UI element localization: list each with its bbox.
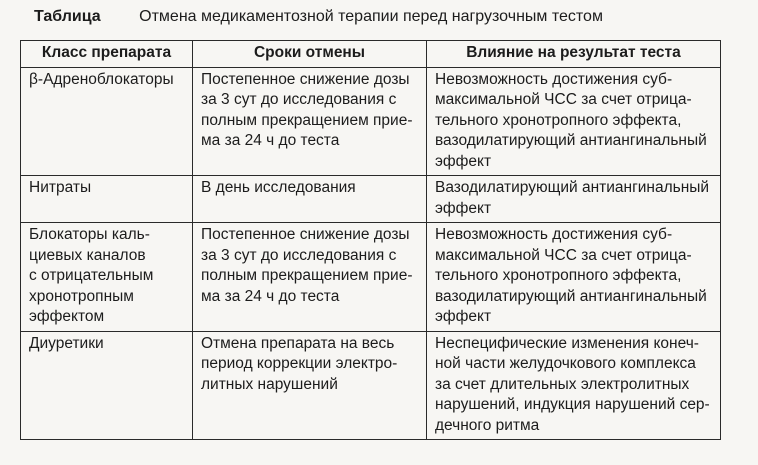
- cell-text-line: циевых каналов: [29, 246, 146, 264]
- table-row: [21, 331, 721, 440]
- cell-text-line: вазодилатирующий антиангинальный: [435, 132, 707, 149]
- cell-effect: [427, 223, 721, 332]
- cell-text-line: Неспецифические изменения конеч-: [435, 334, 699, 352]
- cell-drug-class: [21, 223, 193, 332]
- cell-effect: [427, 331, 721, 440]
- cell-text-line: Нитраты: [29, 179, 92, 196]
- cell-text-line: нарушений, индукция нарушений сер-: [435, 396, 710, 413]
- cell-text-line: эффект: [435, 152, 492, 170]
- cell-text-line: Невозможность достижения суб-: [435, 70, 673, 88]
- cell-text-line: ма за 24 ч до теста: [201, 132, 340, 149]
- cell-drug-class: [21, 331, 193, 440]
- cell-text-line: тельного хронотропного эффекта,: [435, 111, 682, 129]
- cell-timing: [193, 331, 427, 440]
- cell-text-line: дечного ритма: [435, 416, 540, 434]
- cell-effect: [427, 176, 721, 223]
- cell-effect: [427, 67, 721, 176]
- header-effect: Влияние на результат теста: [427, 41, 721, 68]
- cell-timing: [193, 176, 427, 223]
- cell-text-line: ной части желудочкового комплекса: [435, 355, 696, 372]
- cell-text-line: Постепенное снижение дозы: [201, 70, 410, 88]
- table-row: [21, 223, 721, 332]
- table-header-row: [21, 41, 721, 68]
- cell-text-line: эффект: [435, 308, 492, 325]
- cell-text-line: за 3 сут до исследования с: [201, 246, 397, 264]
- cell-text-line: В день исследования: [201, 179, 356, 196]
- cell-text-line: β-Адреноблокаторы: [29, 70, 174, 88]
- cell-drug-class: [21, 176, 193, 223]
- cell-text-line: максимальной ЧСС за счет отрица-: [435, 91, 692, 108]
- cell-text-line: полным прекращением прие-: [201, 267, 413, 284]
- cell-text-line: полным прекращением прие-: [201, 111, 413, 129]
- cell-text-line: Невозможность достижения суб-: [435, 226, 673, 243]
- cell-text-line: хронотропным: [29, 287, 134, 305]
- cell-text-line: тельного хронотропного эффекта,: [435, 267, 682, 284]
- cell-text-line: ма за 24 ч до теста: [201, 287, 340, 305]
- cell-text-line: эффект: [435, 199, 492, 217]
- cell-text-line: за счет длительных электролитных: [435, 375, 690, 393]
- cell-drug-class: [21, 67, 193, 176]
- cell-text-line: Блокаторы каль-: [29, 226, 150, 243]
- table-row: [21, 176, 721, 223]
- header-drug-class: Класс препарата: [21, 41, 193, 68]
- cell-timing: [193, 223, 427, 332]
- header-timing: Сроки отмены: [193, 41, 427, 68]
- caption-title: Отмена медикаментозной терапии перед нагрузочным тестом: [139, 8, 603, 25]
- cell-text-line: Вазодилатирующий антиангинальный: [435, 179, 710, 196]
- cell-text-line: за 3 сут до исследования с: [201, 91, 397, 108]
- cell-text-line: с отрицательным: [29, 267, 154, 284]
- drug-withdrawal-table: [20, 40, 721, 440]
- table-caption: [34, 8, 603, 26]
- cell-text-line: эффектом: [29, 308, 105, 325]
- cell-text-line: максимальной ЧСС за счет отрица-: [435, 246, 692, 264]
- cell-text-line: Постепенное снижение дозы: [201, 226, 410, 243]
- cell-text-line: Отмена препарата на весь: [201, 334, 395, 352]
- cell-text-line: Диуретики: [29, 334, 104, 352]
- cell-text-line: вазодилатирующий антиангинальный: [435, 287, 707, 305]
- table-row: [21, 67, 721, 176]
- cell-text-line: литных нарушений: [201, 375, 338, 393]
- cell-timing: [193, 67, 427, 176]
- cell-text-line: период коррекции электро-: [201, 355, 398, 372]
- caption-label: Таблица: [34, 8, 101, 25]
